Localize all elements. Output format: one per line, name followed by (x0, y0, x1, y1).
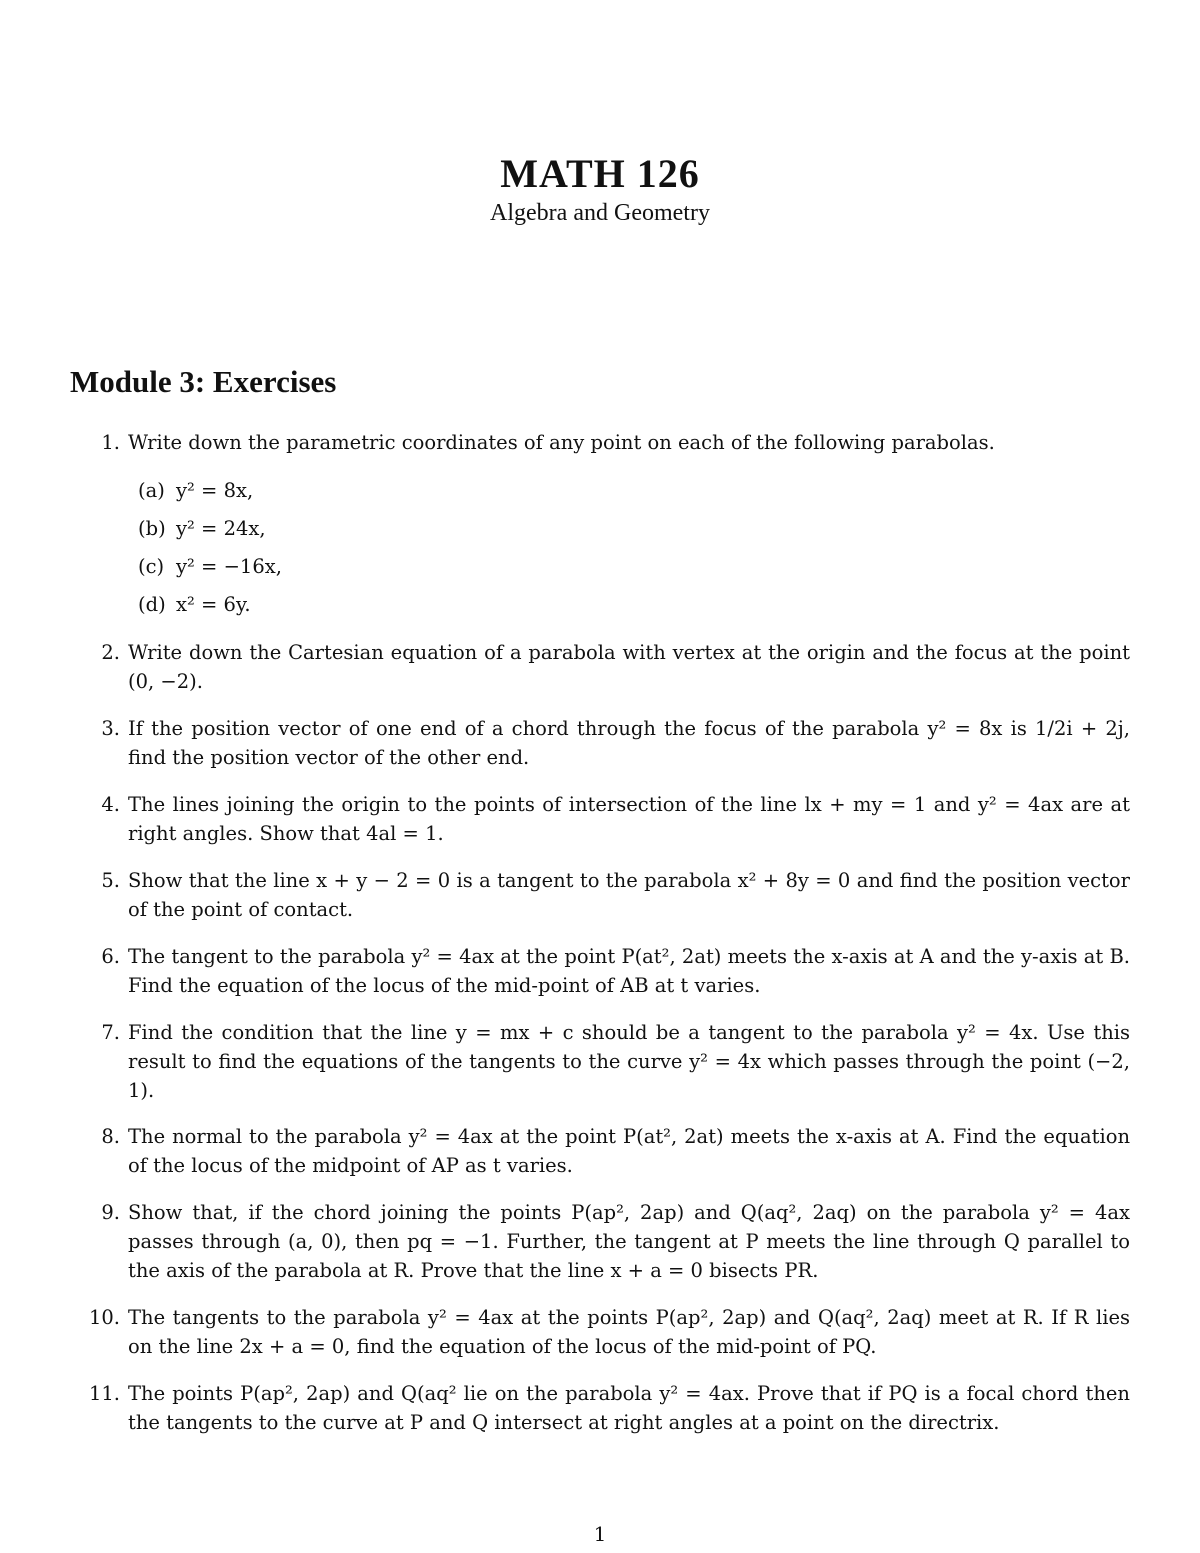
exercise-number: 11. (88, 1382, 120, 1405)
exercise-text: The normal to the parabola y² = 4ax at the point P(at², 2at) meets the x-axis at A. Find the equation of the locus of the midpoint of AP as t varies. (128, 1125, 1130, 1177)
exercise-number: 3. (101, 717, 120, 740)
exercise-number: 10. (88, 1306, 120, 1329)
section-heading: Module 3: Exercises (70, 364, 337, 399)
exercise-text: The tangents to the parabola y² = 4ax at the points P(ap², 2ap) and Q(aq², 2aq) meet at R. If R lies on the line 2x + a = 0, find the equation of the locus of the mid-point of PQ. (128, 1306, 1130, 1358)
page-title: MATH 126 (500, 151, 700, 196)
exercise-number: 6. (101, 945, 120, 968)
exercise-text: Show that, if the chord joining the points P(ap², 2ap) and Q(aq², 2aq) on the parabola y² = 4ax passes through (a, 0), then pq = −1. Further, the tangent at P meets the line through Q parallel to the axis of the parabola at R. Prove that the line x + a = 0 bisects PR. (128, 1201, 1130, 1282)
exercise-text: The lines joining the origin to the points of intersection of the line lx + my = 1 and y² = 4ax are at right angles. Show that 4al = 1. (128, 793, 1130, 845)
exercise-text: If the position vector of one end of a chord through the focus of the parabola y² = 8x is 1/2i + 2j, find the position vector of the other end. (128, 717, 1130, 769)
exercise-number: 2. (101, 641, 120, 664)
sub-item-label: (b) (138, 517, 166, 540)
sub-item-label: (c) (138, 555, 165, 578)
sub-item-text: y² = 8x, (176, 479, 254, 502)
exercise-text: Find the condition that the line y = mx + c should be a tangent to the parabola y² = 4x. Use this result to find the equations of the tangents to the curve y² = 4x which passes through the point (−2, 1). (128, 1021, 1130, 1102)
exercise-number: 7. (101, 1021, 120, 1044)
exercise-text: Write down the parametric coordinates of any point on each of the following parabolas. (128, 431, 995, 454)
sub-item-label: (a) (138, 479, 165, 502)
exercise-text: Write down the Cartesian equation of a parabola with vertex at the origin and the focus at the point (0, −2). (128, 641, 1130, 693)
exercise-number: 9. (101, 1201, 120, 1224)
sub-item-label: (d) (138, 593, 166, 616)
sub-item-text: x² = 6y. (176, 593, 251, 616)
sub-item-text: y² = 24x, (176, 517, 266, 540)
page-subtitle: Algebra and Geometry (490, 200, 710, 226)
sub-item-text: y² = −16x, (176, 555, 282, 578)
exercise-text: The points P(ap², 2ap) and Q(aq² lie on the parabola y² = 4ax. Prove that if PQ is a focal chord then the tangents to the curve at P and Q intersect at right angles at a point on the directrix. (128, 1382, 1130, 1434)
exercise-number: 1. (101, 431, 120, 454)
exercise-number: 4. (101, 793, 120, 816)
exercise-text: The tangent to the parabola y² = 4ax at the point P(at², 2at) meets the x-axis at A and the y-axis at B. Find the equation of the locus of the mid-point of AB at t varies. (128, 945, 1130, 997)
exercise-number: 8. (101, 1125, 120, 1148)
page-number: 1 (593, 1522, 607, 1546)
exercise-text: Show that the line x + y − 2 = 0 is a tangent to the parabola x² + 8y = 0 and find the position vector of the point of contact. (128, 869, 1130, 921)
exercise-number: 5. (101, 869, 120, 892)
